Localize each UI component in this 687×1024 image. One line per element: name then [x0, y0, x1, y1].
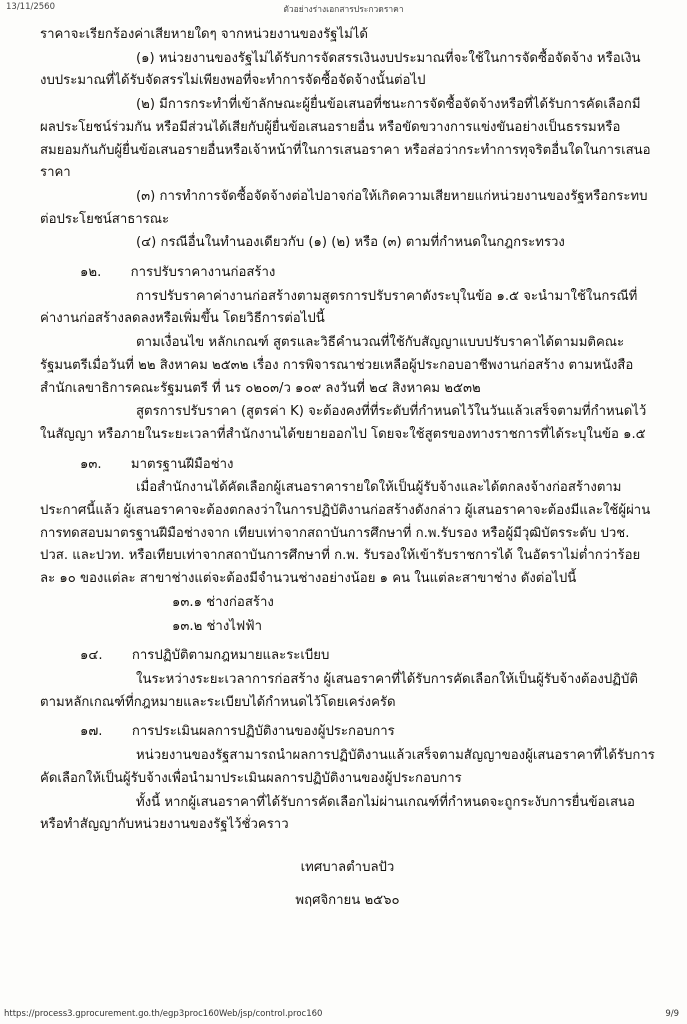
- section-paragraph: ตามเงื่อนไข หลักเกณฑ์ สูตรและวิธีคำนวณที่ใช้กับสัญญาแบบปรับราคาได้ตามมติคณะรัฐมนตรีเมื่อวันที่ ๒๒ สิงหาคม ๒๕๓๒ เรื่อง การพิจารณาช่วยเหลือผู้ประกอบอาชีพงานก่อสร้าง ตามหนังสือสำนักเลขาธิการคณะรัฐมนตรี ที่ นร ๐๒๐๓/ว ๑๐๙ ลงวันที่ ๒๔ สิงหาคม ๒๕๓๒: [40, 335, 634, 396]
- section-heading: [40, 454, 655, 477]
- section-number: ๑๒.: [80, 265, 102, 281]
- signature-date: พฤศจิกายน ๒๕๖๐: [295, 892, 400, 908]
- footer-url: https://process3.gprocurement.go.th/egp3proc160Web/jsp/control.proc160: [4, 1009, 323, 1019]
- signature-organization: เทศบาลตำบลปัว: [300, 859, 395, 875]
- section-paragraph: หน่วยงานของรัฐสามารถนำผลการปฏิบัติงานแล้วเสร็จตามสัญญาของผู้เสนอราคาที่ได้รับการคัดเลือกให้เป็นผู้รับจ้างเพื่อนำมาประเมินผลการปฏิบัติงานของผู้ประกอบการ: [40, 748, 655, 786]
- intro-paragraph: ราคาจะเรียกร้องค่าเสียหายใดๆ จากหน่วยงานของรัฐไม่ได้: [40, 27, 368, 42]
- clause-item: (๓) การทำการจัดซื้อจัดจ้างต่อไปอาจก่อให้เกิดความเสียหายแก่หน่วยงานของรัฐหรือกระทบต่อประโยชน์สาธารณะ: [40, 188, 648, 227]
- section-title: การปรับราคางานก่อสร้าง: [130, 265, 276, 281]
- section-number: ๑๓.: [80, 456, 102, 472]
- section-list-item: ๑๓.๒ ช่างไฟฟ้า: [172, 618, 262, 634]
- section-title: การประเมินผลการปฏิบัติงานของผู้ประกอบการ: [131, 724, 395, 740]
- section-paragraph: เมื่อสำนักงานได้คัดเลือกผู้เสนอราคารายใดให้เป็นผู้รับจ้างและได้ตกลงจ้างก่อสร้างตามประกาศนี้แล้ว ผู้เสนอราคาจะต้องตกลงว่าในการปฏิบัติงานก่อสร้างดังกล่าว ผู้เสนอราคาจะต้องมีและใช้ผู้ผ่านการทดสอบมาตรฐานฝีมือช่างจาก เทียบเท่าจากสถาบันการศึกษาที่ ก.พ.รับรอง หรือผู้มีวุฒิบัตรระดับ ปวช. ปวส. และปวท. หรือเทียบเท่าจากสถาบันการศึกษาที่ ก.พ. รับรองให้เข้ารับราชการได้ ในอัตราไม่ต่ำกว่าร้อยละ ๑๐ ของแต่ละ สาขาช่างแต่จะต้องมีจำนวนช่างอย่างน้อย ๑ คน ในแต่ละสาขาช่าง ดังต่อไปนี้: [40, 480, 651, 587]
- section-heading: [40, 721, 655, 744]
- page-indicator: 9/9: [665, 1009, 679, 1019]
- clause-item: (๔) กรณีอื่นในทำนองเดียวกับ (๑) (๒) หรือ (๓) ตามที่กำหนดในกฎกระทรวง: [136, 235, 565, 251]
- section-title: การปฏิบัติตามกฎหมายและระเบียบ: [131, 648, 330, 664]
- section-paragraph: การปรับราคาค่างานก่อสร้างตามสูตรการปรับราคาดังระบุในข้อ ๑.๕ จะนำมาใช้ในกรณีที่ ค่างานก่อสร้างลดลงหรือเพิ่มขึ้น โดยวิธีการต่อไปนี้: [40, 288, 638, 327]
- clause-item: (๑) หน่วยงานของรัฐไม่ได้รับการจัดสรรเงินงบประมาณที่จะใช้ในการจัดซื้อจัดจ้าง หรือเงินงบประมาณที่ได้รับจัดสรรไม่เพียงพอที่จะทำการจัดซื้อจัดจ้างนั้นต่อไป: [40, 50, 641, 89]
- section-heading: [40, 262, 655, 285]
- clause-item: (๒) มีการกระทำที่เข้าลักษณะผู้ยื่นข้อเสนอที่ชนะการจัดซื้อจัดจ้างหรือที่ได้รับการคัดเลือกมีผลประโยชน์ร่วมกัน หรือมีส่วนได้เสียกับผู้ยื่นข้อเสนอรายอื่น หรือขัดขวางการแข่งขันอย่างเป็นธรรมหรือสมยอมกันกับผู้ยื่นข้อเสนอรายอื่นหรือเจ้าหน้าที่ในการเสนอราคา หรือส่อว่ากระทำการทุจริตอื่นใดในการเสนอราคา: [40, 97, 651, 181]
- section-title: มาตรฐานฝีมือช่าง: [130, 456, 234, 472]
- document-header-title: ตัวอย่างร่างเอกสารประกวดราคา: [283, 5, 404, 15]
- section-heading: [40, 645, 655, 668]
- section-number: ๑๔.: [80, 648, 103, 664]
- section-list-item: ๑๓.๑ ช่างก่อสร้าง: [172, 594, 274, 610]
- section-paragraph: สูตรการปรับราคา (สูตรค่า K) จะต้องคงที่ที่ระดับที่กำหนดไว้ในวันแล้วเสร็จตามที่กำหนดไว้ในสัญญา หรือภายในระยะเวลาที่สำนักงานได้ขยายออกไป โดยจะใช้สูตรของทางราชการที่ได้ระบุในข้อ ๑.๕: [40, 404, 647, 442]
- print-header: [0, 2, 687, 14]
- document-body: [40, 24, 655, 1004]
- section-number: ๑๗.: [80, 724, 103, 740]
- print-date: 13/11/2560: [6, 2, 55, 12]
- print-footer: [0, 1009, 687, 1021]
- signature-block: [40, 857, 655, 912]
- section-paragraph: ในระหว่างระยะเวลาการก่อสร้าง ผู้เสนอราคาที่ได้รับการคัดเลือกให้เป็นผู้รับจ้างต้องปฏิบัติตามหลักเกณฑ์ที่กฎหมายและระเบียบได้กำหนดไว้โดยเคร่งครัด: [40, 671, 638, 710]
- section-paragraph: ทั้งนี้ หากผู้เสนอราคาที่ได้รับการคัดเลือกไม่ผ่านเกณฑ์ที่กำหนดจะถูกระงับการยื่นข้อเสนอหรือทำสัญญากับหน่วยงานของรัฐไว้ชั่วคราว: [40, 794, 635, 833]
